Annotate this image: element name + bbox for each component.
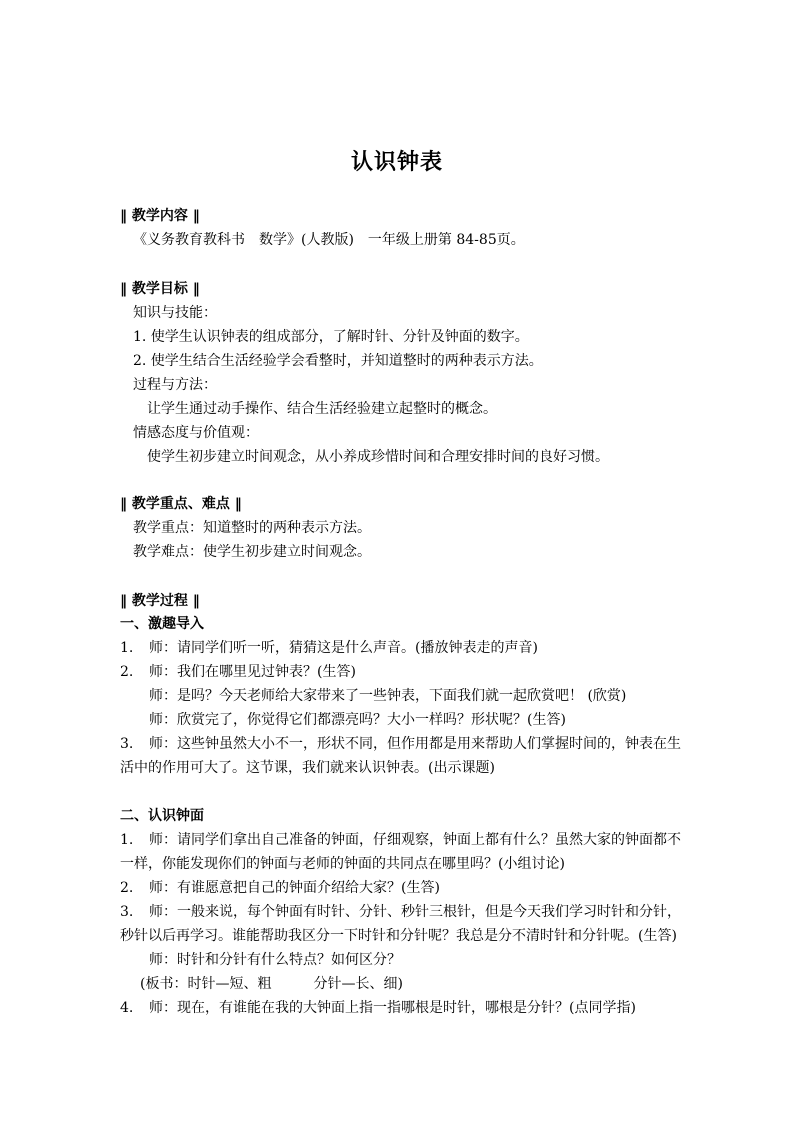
item-text: 师：有谁愿意把自己的钟面介绍给大家？(生答) [149,880,440,896]
section-heading-goals: ‖ 教学目标 ‖ [120,281,200,297]
process-item-2-2 [120,878,440,898]
item-number: 2. [120,880,134,896]
page-title: 认识钟表 [350,149,443,175]
section-heading-content: ‖ 教学内容 ‖ [120,208,200,224]
process-item-1-2a: 师：是吗？今天老师给大家带来了一些钟表，下面我们就一起欣赏吧！ (欣赏) [149,688,627,704]
section-heading-keypoints: ‖ 教学重点、难点 ‖ [120,496,242,512]
process-item-1-1 [120,638,538,658]
process-item-2-3a: 师：时针和分针有什么特点？如何区分？ [149,952,401,968]
process-item-2-4 [120,998,636,1018]
process-item-2-3b: (板书：时针—短、粗 分针—长、细) [140,976,403,992]
item-number: 3. [120,904,134,920]
item-text: 师：现在，有谁能在我的大钟面上指一指哪根是时针，哪根是分针？(点同学指) [149,1000,636,1016]
process-item-2-1-cont: 一样，你能发现你们的钟面与老师的钟面的共同点在哪里吗？(小组讨论) [120,856,565,872]
process-item-1-3-cont: 活中的作用可大了。这节课，我们就来认识钟表。(出示课题) [120,760,495,776]
item-number: 2. [120,664,134,680]
process-item-2-3 [120,902,681,922]
key-focus: 教学重点：知道整时的两种表示方法。 [133,520,371,536]
item-text: 师：一般来说，每个钟面有时针、分针、秒针三根针，但是今天我们学习时针和分针， [149,904,681,920]
item-number: 1. [120,640,134,656]
item-number: 1. [120,832,134,848]
process-part2-title: 二、认识钟面 [120,808,204,824]
goal-process-1: 让学生通过动手操作、结合生活经验建立起整时的概念。 [147,401,497,417]
process-item-2-3-cont: 秒针以后再学习。谁能帮助我区分一下时针和分针呢？我总是分不清时针和分针呢。(生答) [120,928,677,944]
section-heading-process: ‖ 教学过程 ‖ [120,593,200,609]
key-difficulty: 教学难点：使学生初步建立时间观念。 [133,544,371,560]
goal-emotion-1: 使学生初步建立时间观念，从小养成珍惜时间和合理安排时间的良好习惯。 [147,449,609,465]
item-number: 4. [120,1000,134,1016]
item-text: 师：请同学们听一听，猜猜这是什么声音。(播放钟表走的声音) [149,640,538,656]
goal-knowledge-2: 2. 使学生结合生活经验学会看整时，并知道整时的两种表示方法。 [133,353,543,369]
item-number: 3. [120,736,134,752]
goal-knowledge-label: 知识与技能： [133,305,217,321]
process-item-2-1 [120,830,681,850]
process-item-1-2b: 师：欣赏完了，你觉得它们都漂亮吗？大小一样吗？形状呢？(生答) [149,712,566,728]
process-part1-title: 一、激趣导入 [120,616,204,632]
goal-emotion-label: 情感态度与价值观： [133,425,259,441]
goal-knowledge-1: 1. 使学生认识钟表的组成部分，了解时针、分针及钟面的数字。 [133,329,529,345]
item-text: 师：这些钟虽然大小不一，形状不同，但作用都是用来帮助人们掌握时间的，钟表在生 [149,736,681,752]
item-text: 师：请同学们拿出自己准备的钟面，仔细观察，钟面上都有什么？虽然大家的钟面都不 [149,832,681,848]
item-text: 师：我们在哪里见过钟表？(生答) [149,664,356,680]
content-text: 《义务教育教科书 数学》(人教版) 一年级上册第 84-85页。 [133,232,525,248]
goal-process-label: 过程与方法： [133,377,217,393]
process-item-1-2 [120,662,356,682]
process-item-1-3 [120,734,681,754]
